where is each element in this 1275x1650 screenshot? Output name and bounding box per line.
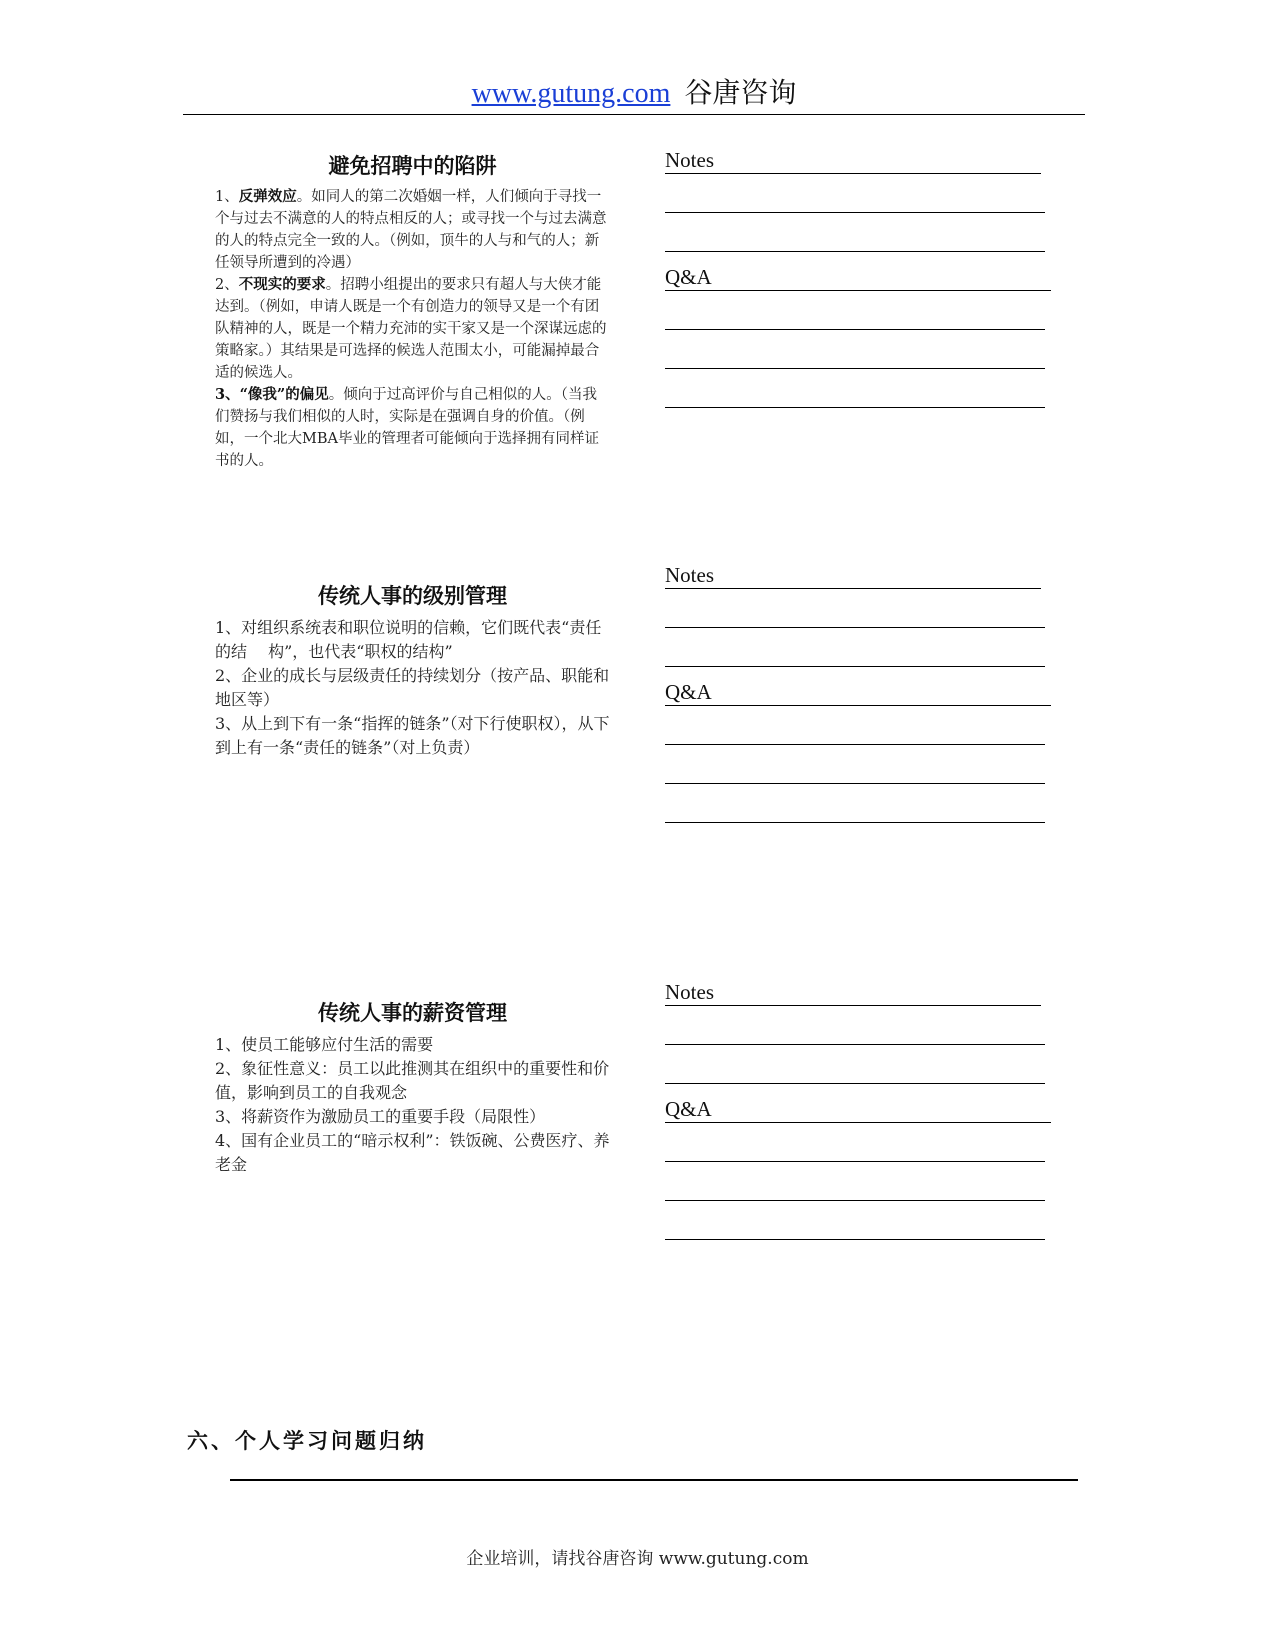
- qa-line[interactable]: [665, 667, 1051, 706]
- slide-item: 3、“像我”的偏见。倾向于过高评价与自己相似的人。（当我们赞扬与我们相似的人时，实际是在强调自身的价值。（例如，一个北大MBA毕业的管理者可能倾向于选择拥有同样证书的人。: [215, 386, 599, 469]
- qa-answer-line[interactable]: [665, 1201, 1045, 1240]
- notes-line[interactable]: [665, 213, 1045, 252]
- qa-label: Q&A: [665, 680, 712, 704]
- section-title: 六、个人学习问题归纳: [187, 1428, 427, 1453]
- notes-label: Notes: [665, 563, 714, 587]
- notes-block-3: [665, 967, 1055, 1240]
- slide-item: 2、企业的成长与层级责任的持续划分（按产品、职能和地区等）: [215, 666, 610, 709]
- slide-item: 3、从上到下有一条“指挥的链条”（对下行使职权），从下到上有一条“责任的链条”（对上负责）: [215, 714, 610, 757]
- page-footer: 企业培训，请找谷唐咨询 www.gutung.com: [466, 1549, 809, 1569]
- slide-title: 避免招聘中的陷阱: [328, 153, 497, 178]
- notes-block-1: [665, 135, 1055, 408]
- page-header: [183, 72, 1085, 115]
- notes-line[interactable]: [665, 589, 1045, 628]
- notes-label: Notes: [665, 980, 714, 1004]
- section-answer-line[interactable]: [230, 1479, 1078, 1481]
- qa-answer-line[interactable]: [665, 1123, 1045, 1162]
- slide-item: 3、将薪资作为激励员工的重要手段（局限性）: [215, 1107, 546, 1126]
- qa-answer-line[interactable]: [665, 291, 1045, 330]
- slide-item: 1、使员工能够应付生活的需要: [215, 1035, 434, 1054]
- qa-answer-line[interactable]: [665, 706, 1045, 745]
- notes-line[interactable]: [665, 967, 1041, 1006]
- qa-label: Q&A: [665, 1097, 712, 1121]
- notes-block-2: [665, 550, 1055, 823]
- notes-line[interactable]: [665, 174, 1045, 213]
- notes-line[interactable]: [665, 1006, 1045, 1045]
- qa-line[interactable]: [665, 1084, 1051, 1123]
- notes-label: Notes: [665, 148, 714, 172]
- website-link[interactable]: www.gutung.com: [471, 78, 671, 109]
- qa-answer-line[interactable]: [665, 369, 1045, 408]
- notes-line[interactable]: [665, 1045, 1045, 1084]
- qa-label: Q&A: [665, 265, 712, 289]
- slide-item: 4、国有企业员工的“暗示权利”：铁饭碗、公费医疗、养老金: [215, 1131, 610, 1174]
- brand-name: 谷唐咨询: [684, 76, 797, 109]
- qa-answer-line[interactable]: [665, 330, 1045, 369]
- qa-answer-line[interactable]: [665, 745, 1045, 784]
- slide-title: 传统人事的薪资管理: [318, 1000, 507, 1025]
- slide-salary-management: [215, 997, 610, 1177]
- slide-hierarchy-management: [215, 580, 610, 760]
- slide-item: 2、象征性意义：员工以此推测其在组织中的重要性和价值，影响到员工的自我观念: [215, 1059, 610, 1102]
- notes-line[interactable]: [665, 628, 1045, 667]
- slide-title: 传统人事的级别管理: [318, 583, 507, 608]
- slide-recruitment-traps: [215, 150, 610, 472]
- slide-item: 2、不现实的要求。招聘小组提出的要求只有超人与大侠才能达到。（例如，申请人既是一个有创造力的领导又是一个有团队精神的人，既是一个精力充沛的实干家又是一个深谋远虑的策略家。）其结果是可选择的候选人范围太小，可能漏掉最合适的候选人。: [215, 276, 607, 381]
- qa-answer-line[interactable]: [665, 784, 1045, 823]
- slide-item: 1、反弹效应。如同人的第二次婚姻一样，人们倾向于寻找一个与过去不满意的人的特点相反的人；或寻找一个与过去满意的人的特点完全一致的人。（例如，顶牛的人与和气的人；新任领导所遭到的冷遇）: [215, 188, 607, 271]
- qa-line[interactable]: [665, 252, 1051, 291]
- notes-line[interactable]: [665, 550, 1041, 589]
- qa-answer-line[interactable]: [665, 1162, 1045, 1201]
- slide-item: 1、对组织系统表和职位说明的信赖，它们既代表“责任的结 构”，也代表“职权的结构”: [215, 618, 602, 661]
- notes-line[interactable]: [665, 135, 1041, 174]
